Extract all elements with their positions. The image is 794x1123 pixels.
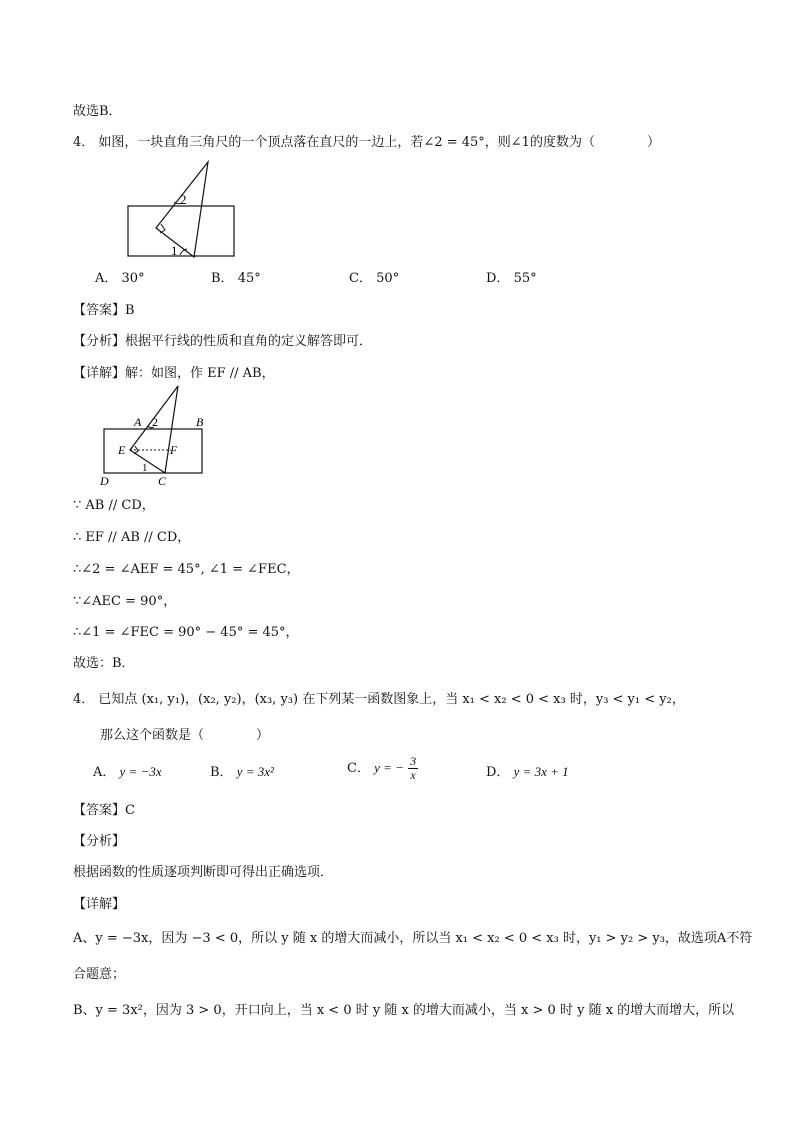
analysis-text-4b: 根据函数的性质逐项判断即可得出正确选项． bbox=[73, 865, 334, 880]
ruler-rectangle bbox=[128, 206, 234, 256]
label-e: E bbox=[118, 443, 126, 457]
option-a: A． y = −3x bbox=[93, 764, 162, 780]
fraction: $\frac{3}{x}$ bbox=[410, 754, 417, 782]
step-4: ∵∠AEC = 90°， bbox=[73, 594, 177, 609]
conclusion-4a: 故选：B． bbox=[73, 656, 135, 671]
option-c: C． y = − $\frac{3}{x}$ bbox=[347, 754, 417, 782]
step-2: ∴ EF // AB // CD， bbox=[73, 530, 191, 545]
option-d: D． 55° bbox=[486, 271, 537, 286]
step-5: ∴∠1 = ∠FEC = 90° − 45° = 45°， bbox=[73, 625, 299, 640]
figure-solution bbox=[96, 384, 216, 492]
label-angle-2: 2 bbox=[180, 192, 187, 207]
step-3: ∴∠2 = ∠AEF = 45°, ∠1 = ∠FEC， bbox=[73, 562, 300, 577]
set-square-triangle bbox=[156, 162, 208, 257]
answer-4a: 【答案】B bbox=[73, 303, 135, 318]
question-text: 如图，一块直角三角尺的一个顶点落在直尺的一边上，若∠2 = 45°，则∠1的度数为（ ） bbox=[98, 135, 660, 150]
label-c: C bbox=[158, 474, 167, 488]
label-1: 1 bbox=[142, 462, 148, 474]
option-d: D． y = 3x + 1 bbox=[486, 764, 569, 780]
label-2: 2 bbox=[152, 415, 158, 429]
option-b: B． 45° bbox=[211, 271, 261, 286]
label-angle-1: 1 bbox=[171, 243, 178, 258]
detail-b-line-1: B、y = 3x²，因为 3 > 0，开口向上，当 x < 0 时 y 随 x 的增大而减小，当 x > 0 时 y 随 x 的增大而增大，所以 bbox=[73, 1003, 735, 1018]
analysis-label-4b: 【分析】 bbox=[73, 834, 126, 849]
detail-a-line-1: A、y = −3x，因为 −3 < 0，所以 y 随 x 的增大而减小，所以当 x₁ < x₂ < 0 < x₃ 时，y₁ > y₂ > y₃，故选项A不符 bbox=[73, 931, 753, 946]
label-f: F bbox=[170, 443, 178, 457]
detail-a-line-2: 合题意； bbox=[73, 967, 126, 982]
question-text: 已知点 (x₁, y₁)，(x₂, y₂)，(x₃, y₃) 在下列某一函数图象上，当 x₁ < x₂ < 0 < x₃ 时，y₃ < y₁ < y₂， bbox=[98, 692, 685, 707]
label-b: B bbox=[196, 415, 204, 429]
figure-ruler-triangle bbox=[120, 158, 245, 260]
label-a: A bbox=[134, 415, 142, 429]
question-number: 4． bbox=[73, 692, 95, 707]
label-d: D bbox=[100, 474, 109, 488]
question-number: 4． bbox=[73, 135, 95, 150]
option-c: C． 50° bbox=[349, 271, 400, 286]
previous-conclusion: 故选B． bbox=[73, 104, 122, 119]
answer-4b: 【答案】C bbox=[73, 803, 135, 818]
angle-1-arc bbox=[180, 249, 187, 255]
question-4b-stem-cont: 那么这个函数是（ ） bbox=[100, 728, 270, 743]
question-4a-stem bbox=[73, 134, 660, 152]
question-4b-stem bbox=[73, 691, 685, 709]
detail-label-4b: 【详解】 bbox=[73, 897, 126, 912]
option-b: B． y = 3x² bbox=[210, 764, 274, 780]
option-a: A． 30° bbox=[95, 271, 145, 286]
detail-intro-4a: 【详解】解：如图，作 EF // AB， bbox=[73, 366, 275, 381]
step-1: ∵ AB // CD， bbox=[73, 498, 155, 513]
analysis-4a: 【分析】根据平行线的性质和直角的定义解答即可． bbox=[73, 334, 373, 349]
